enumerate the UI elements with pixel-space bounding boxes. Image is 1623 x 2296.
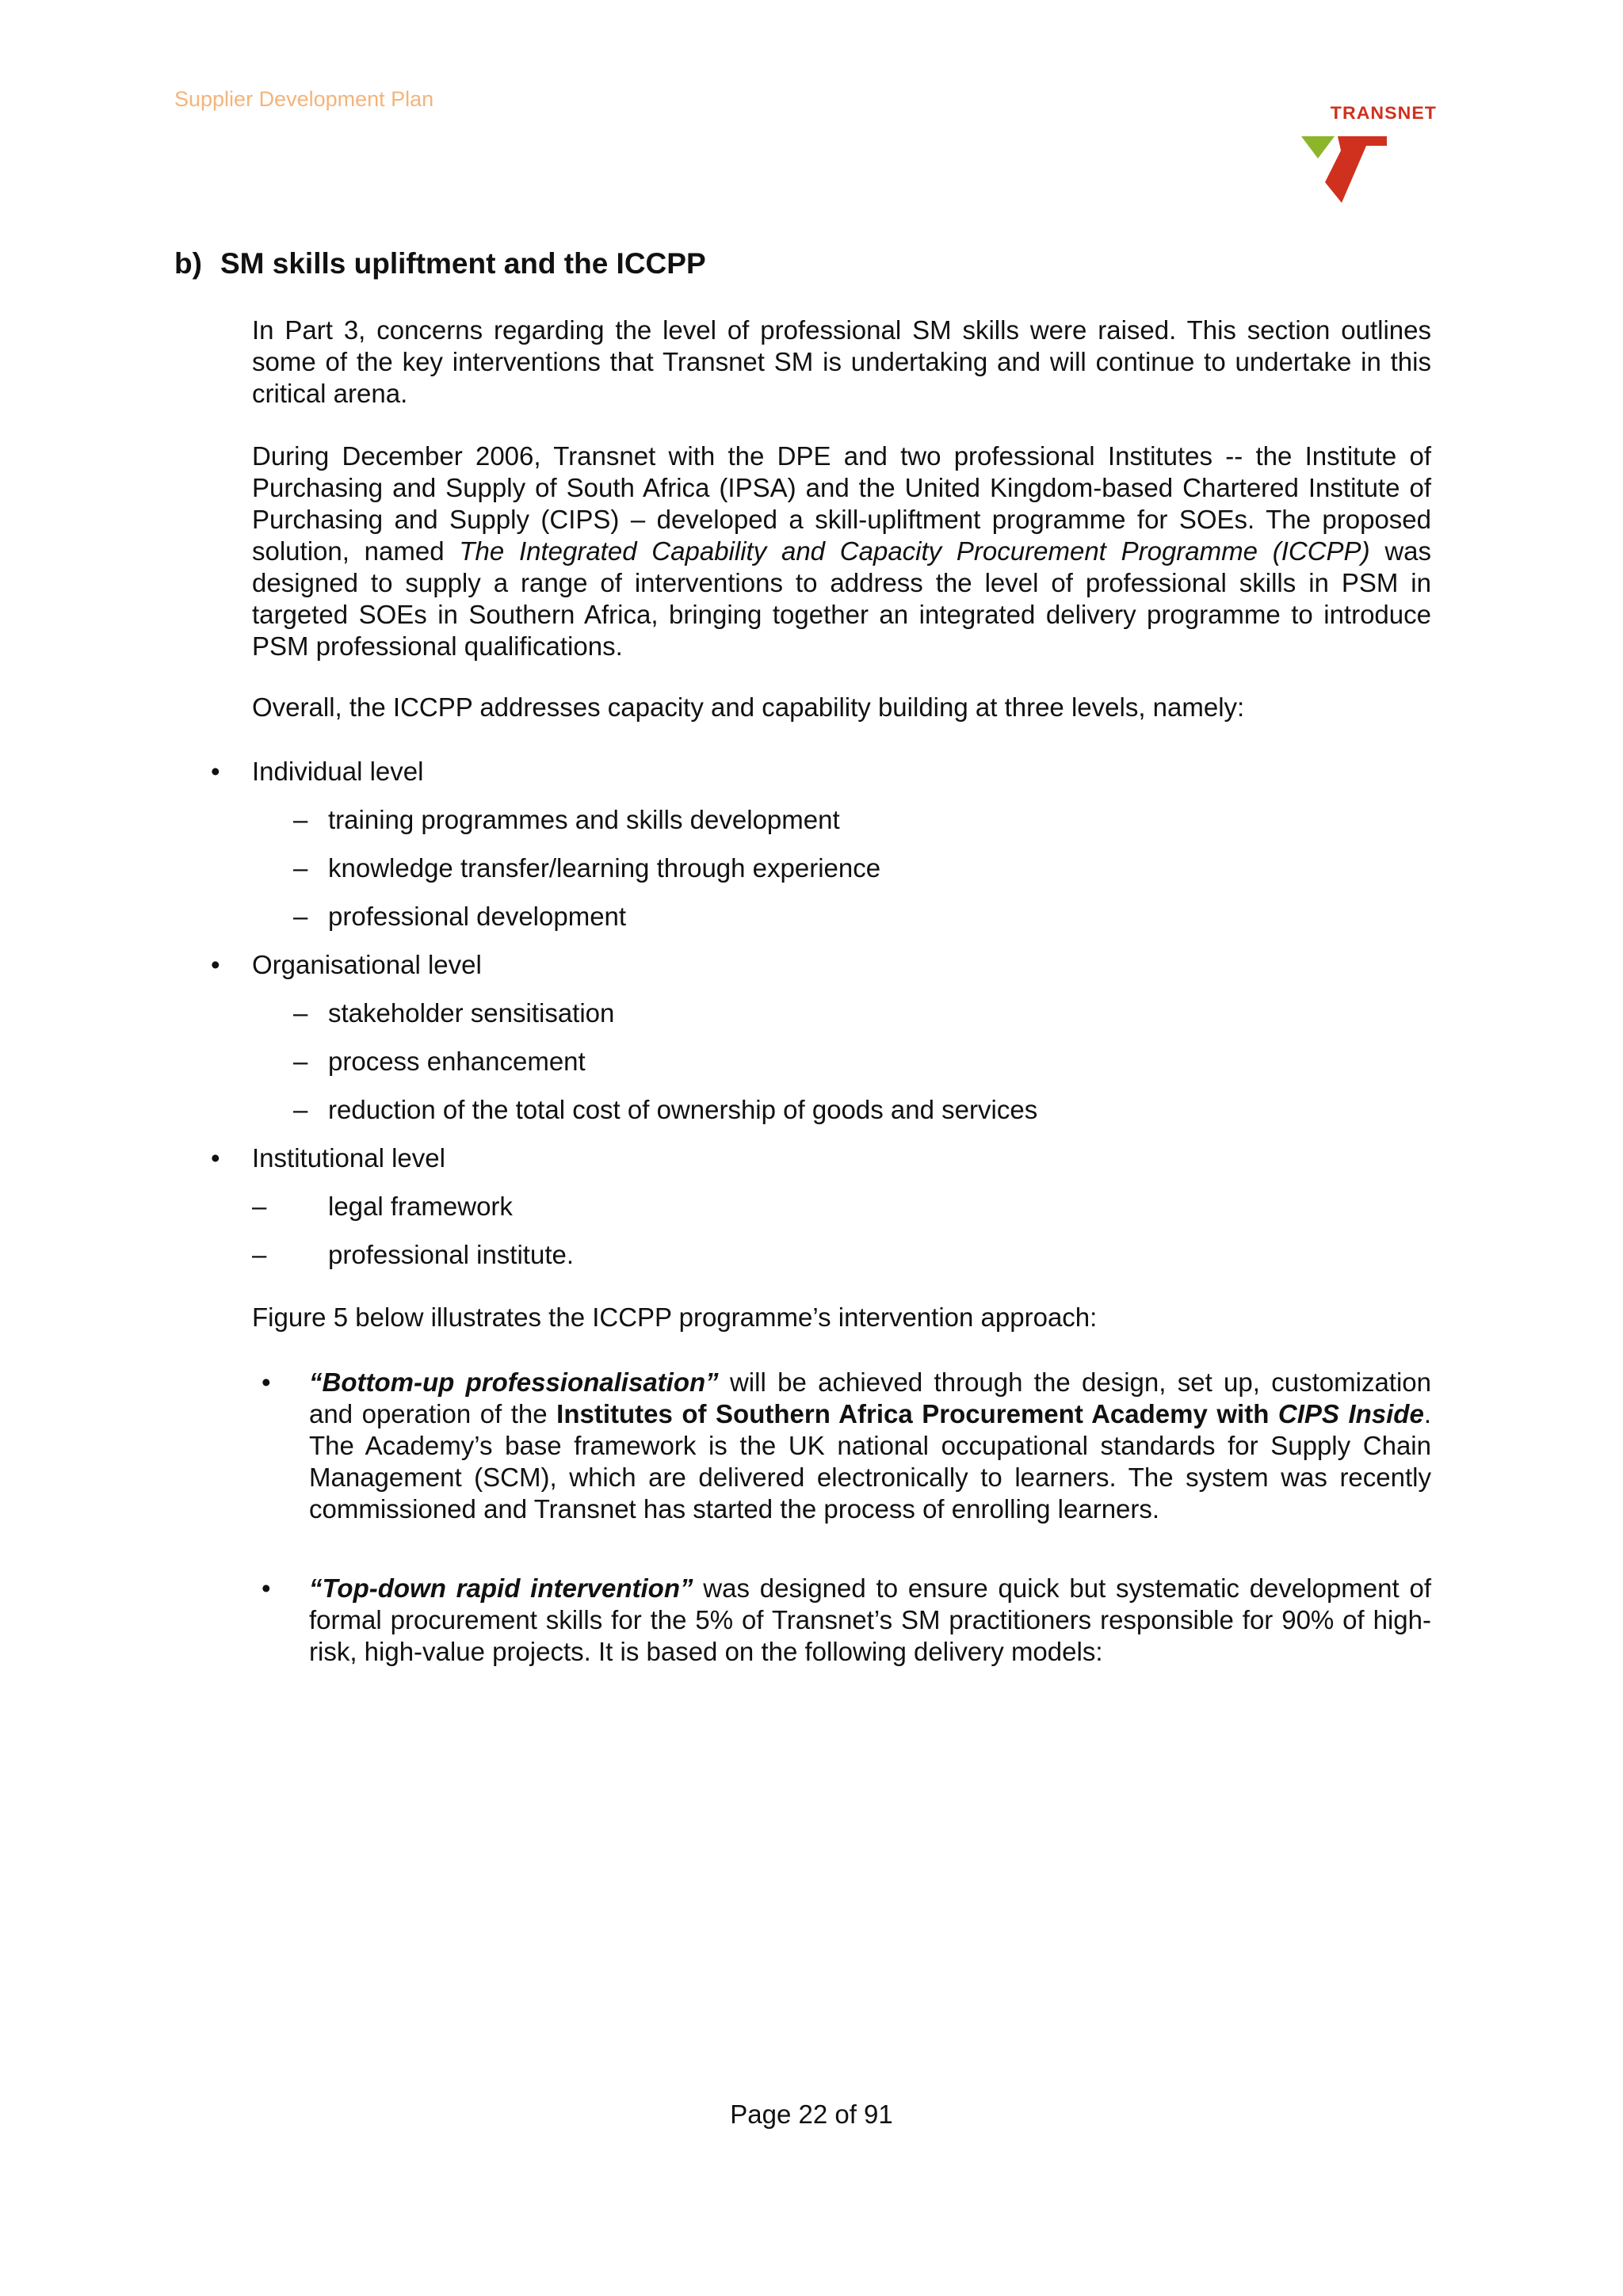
level-sub-item <box>293 1046 586 1077</box>
level-sub-item <box>252 1239 574 1271</box>
level-sub-item <box>293 997 614 1029</box>
dash-icon: – <box>252 1192 267 1221</box>
bullet-icon: • <box>211 757 220 786</box>
paragraph-3-text: Overall, the ICCPP addresses capacity and capability building at three levels, namely: <box>252 692 1245 722</box>
approach-bottom-up-text-b: . The Academy’s base framework is the UK national occupational standards for Supply Chain Management (SCM), which are delivered electronically to learners. The system was recently commissioned and Transnet has started the process of enrolling learners. <box>309 1399 1431 1524</box>
level-item <box>211 949 482 981</box>
level-sub-item-text: knowledge transfer/learning through experience <box>328 853 881 883</box>
level-sub-item-text: professional institute. <box>328 1240 575 1269</box>
level-label: Individual level <box>252 757 424 786</box>
level-item <box>211 1142 445 1174</box>
dash-icon: – <box>252 1240 267 1269</box>
section-title: SM skills upliftment and the ICCPP <box>220 247 706 280</box>
approach-top-down-body: was designed to ensure quick but systematic development of formal procurement skills for the 5% of Transnet’s SM practitioners responsible for 90% of high-risk, high-value projects. It is based on the following delivery models: <box>309 1573 1431 1666</box>
page-number: Page 22 of 91 <box>730 2100 893 2129</box>
approach-bottom-up-text-a: will be achieved through the design, set up, customization and operation of the <box>309 1367 1431 1428</box>
document-header-label: Supplier Development Plan <box>174 87 434 111</box>
programme-name: The Integrated Capability and Capacity Procurement Programme (ICCPP) <box>459 536 1370 566</box>
level-sub-item <box>293 852 880 884</box>
paragraph-4-text: Figure 5 below illustrates the ICCPP programme’s intervention approach: <box>252 1302 1098 1332</box>
cips-inside: CIPS Inside <box>1277 1399 1424 1428</box>
paragraph-2-text-b: was designed to supply a range of interventions to address the level of professional skills in PSM in targeted SOEs in Southern Africa, bringing together an integrated delivery programme to introduce PSM professional qualifications. <box>252 536 1431 661</box>
dash-icon: – <box>293 805 308 834</box>
paragraph-1-text: In Part 3, concerns regarding the level of professional SM skills were raised. This section outlines some of the key interventions that Transnet SM is undertaking and will continue to undertake in this critical arena. <box>252 315 1431 408</box>
level-label: Institutional level <box>252 1143 445 1173</box>
transnet-logo <box>1300 103 1438 206</box>
paragraph-4 <box>252 1302 1431 1333</box>
paragraph-2 <box>252 441 1431 662</box>
bullet-icon: • <box>262 1573 271 1603</box>
bullet-icon: • <box>211 1143 220 1173</box>
logo-mark-icon <box>1300 135 1395 206</box>
level-sub-item <box>252 1191 513 1222</box>
level-item <box>211 756 423 788</box>
level-sub-item-text: stakeholder sensitisation <box>328 998 615 1028</box>
approach-bottom-up-lead: “Bottom-up professionalisation” <box>309 1367 719 1397</box>
paragraph-1 <box>252 315 1431 410</box>
section-number: b) <box>174 247 202 280</box>
level-sub-item-text: professional development <box>328 902 627 931</box>
bullet-icon: • <box>211 950 220 979</box>
level-sub-item-text: legal framework <box>328 1192 513 1221</box>
academy-name: Institutes of Southern Africa Procurement Academy with <box>556 1399 1278 1428</box>
level-label: Organisational level <box>252 950 482 979</box>
approach-bottom-up-text <box>309 1367 1431 1525</box>
level-sub-item-text: reduction of the total cost of ownership of goods and services <box>328 1095 1038 1124</box>
level-sub-item-text: process enhancement <box>328 1047 586 1076</box>
dash-icon: – <box>293 1047 308 1076</box>
dash-icon: – <box>293 902 308 931</box>
level-sub-item <box>293 1094 1037 1126</box>
level-sub-item-text: training programmes and skills development <box>328 805 840 834</box>
paragraph-2-text-a: During December 2006, Transnet with the DPE and two professional Institutes -- the Institute of Purchasing and Supply of South Africa (IPSA) and the United Kingdom-based Chartered Institute of Purchasing and Supply (CIPS) – developed a skill-upliftment programme for SOEs. The proposed solution, named <box>252 441 1431 566</box>
paragraph-2-text <box>252 441 1431 662</box>
logo-wordmark: TRANSNET <box>1331 103 1438 123</box>
bullet-icon: • <box>262 1367 271 1397</box>
dash-icon: – <box>293 998 308 1028</box>
approach-top-down-text <box>309 1573 1431 1668</box>
paragraph-3 <box>252 692 1431 723</box>
approach-top-down-lead: “Top-down rapid intervention” <box>309 1573 693 1603</box>
dash-icon: – <box>293 853 308 883</box>
approach-bullet-bottom-up <box>262 1367 1431 1525</box>
dash-icon: – <box>293 1095 308 1124</box>
level-sub-item <box>293 804 840 836</box>
approach-bullet-top-down <box>262 1573 1431 1668</box>
level-sub-item <box>293 901 626 933</box>
section-heading <box>174 247 706 280</box>
